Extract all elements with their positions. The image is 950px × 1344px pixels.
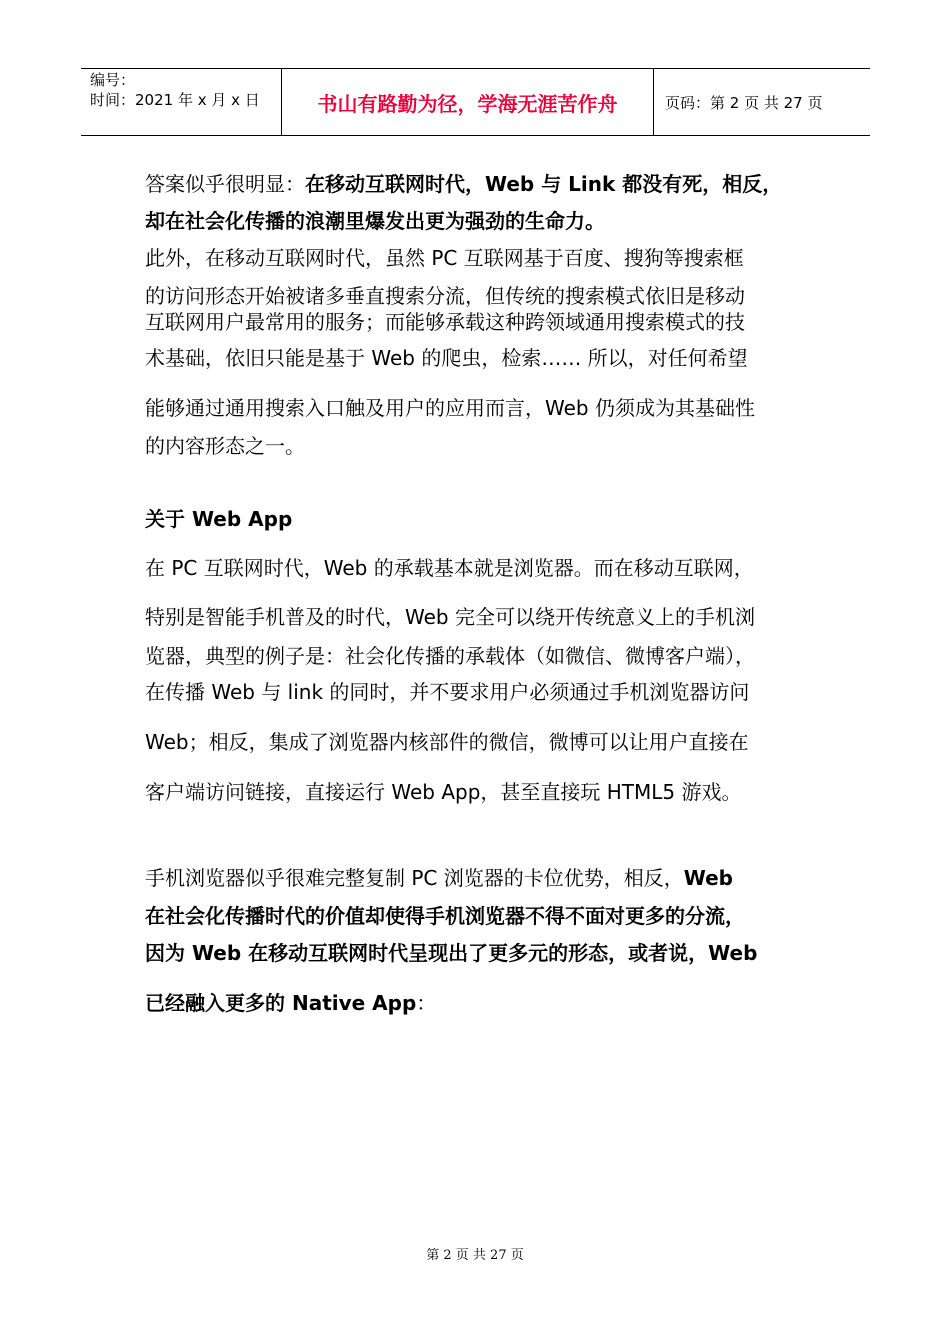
paragraph-line: 览器，典型的例子是：社会化传播的承载体（如微信、微博客户端）， [145,644,755,668]
text-run: 手机浏览器似乎很难完整复制 PC 浏览器的卡位优势，相反， [145,866,684,890]
paragraph-line [145,170,782,198]
paragraph-line: 特别是智能手机普及的时代，Web 完全可以绕开传统意义上的手机浏 [145,605,755,629]
text-run: ： [416,991,437,1015]
paragraph-line: 此外，在移动互联网时代，虽然 PC 互联网基于百度、搜狗等搜索框 [145,246,744,270]
motto-text: 书山有路勤为径，学海无涯苦作舟 [317,92,618,116]
paragraph-line: 因为 Web 在移动互联网时代呈现出了更多元的形态，或者说，Web [145,941,758,965]
header-meta-cell [81,69,281,135]
paragraph-line: 互联网用户最常用的服务；而能够承载这种跨领域通用搜索模式的技 [145,310,745,334]
paragraph-line: 的访问形态开始被诸多垂直搜索分流，但传统的搜索模式依旧是移动 [145,284,745,308]
paragraph-line: 却在社会化传播的浪潮里爆发出更为强劲的生命力。 [145,209,605,233]
paragraph-line [145,864,733,892]
paragraph-line: 术基础，依旧只能是基于 Web 的爬虫，检索…… 所以，对任何希望 [145,346,748,370]
serial-number-label: 编号： [90,71,136,89]
text-run: 答案似乎很明显： [145,172,305,196]
paragraph-line: 在 PC 互联网时代，Web 的承载基本就是浏览器。而在移动互联网， [145,556,754,580]
page-footer: 第 2 页 共 27 页 [426,1248,524,1263]
bold-text-run: Web [683,866,733,890]
header-page-cell [654,69,870,135]
paragraph-line: 的内容形态之一。 [145,434,305,458]
bold-text-run: 在移动互联网时代，Web 与 Link 都没有死，相反， [305,172,783,196]
page-number-info: 页码：第 2 页 共 27 页 [665,94,823,112]
section-heading: 关于 Web App [145,507,293,531]
paragraph-line: 在传播 Web 与 link 的同时，并不要求用户必须通过手机浏览器访问 [145,680,750,704]
paragraph-line: 能够通过通用搜索入口触及用户的应用而言，Web 仍须成为其基础性 [145,396,755,420]
date-label: 时间：2021 年 x 月 x 日 [90,91,260,109]
paragraph-line: 在社会化传播时代的价值却使得手机浏览器不得不面对更多的分流， [145,904,745,928]
paragraph-line: Web；相反，集成了浏览器内核部件的微信，微博可以让用户直接在 [145,730,749,754]
header-motto-cell [281,69,654,135]
paragraph-line: 客户端访问链接，直接运行 Web App，甚至直接玩 HTML5 游戏。 [145,780,742,804]
bold-text-run: 已经融入更多的 Native App [145,991,417,1015]
page-header [81,68,870,136]
paragraph-line [145,989,436,1017]
